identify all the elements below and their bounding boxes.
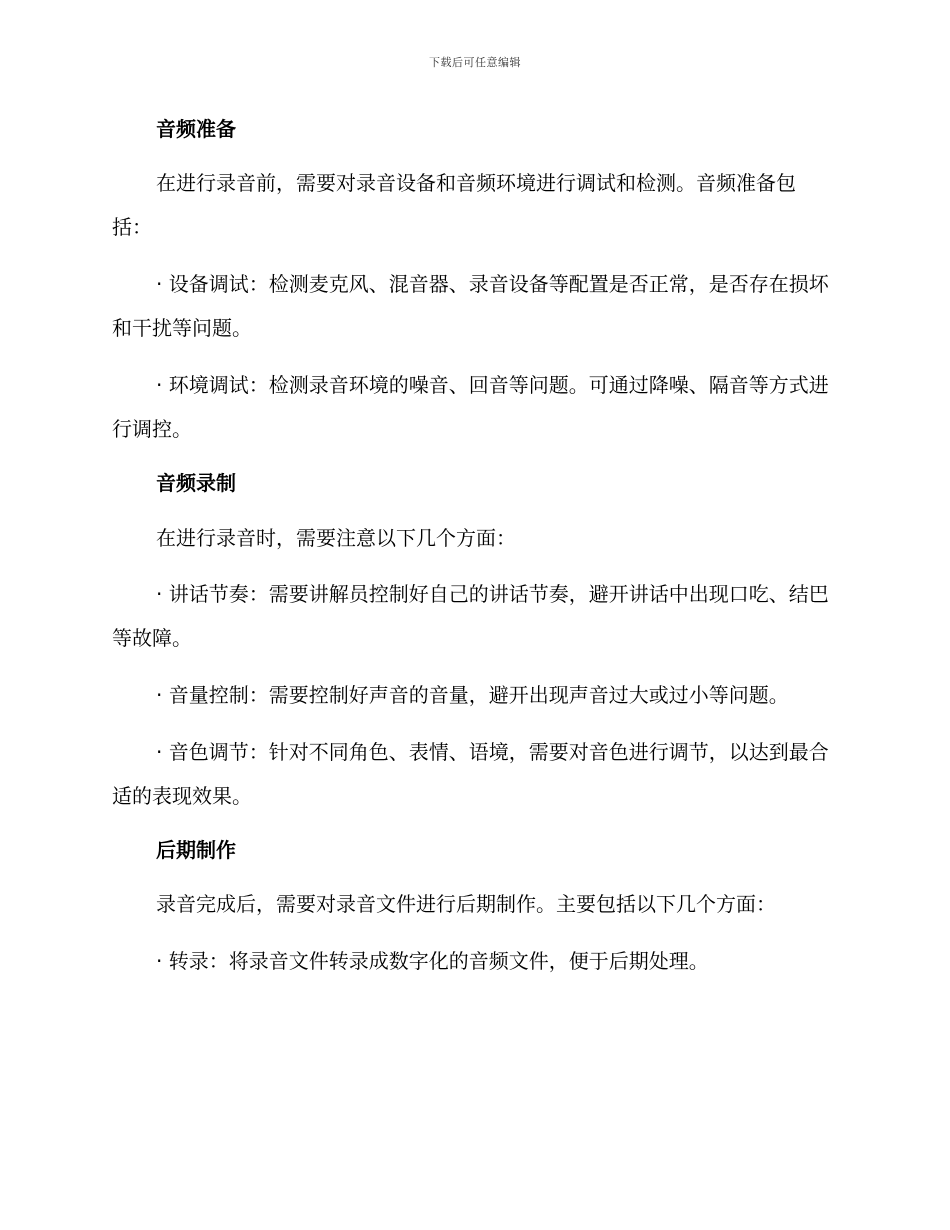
section-heading-audio-recording: 音频录制 — [156, 471, 236, 495]
document-body — [112, 110, 832, 983]
bullet-paragraph: · 音色调节：针对不同角色、表情、语境，需要对音色进行调节，以达到最合适的表现效果。 — [112, 740, 829, 808]
section-heading-audio-prep: 音频准备 — [156, 117, 236, 141]
bullet-paragraph: · 设备调试：检测麦克风、混音器、录音设备等配置是否正常，是否存在损坏和干扰等问题。 — [112, 272, 829, 340]
paragraph: 在进行录音时，需要注意以下几个方面： — [156, 526, 516, 550]
section-heading-post-production: 后期制作 — [156, 838, 236, 862]
paragraph: 录音完成后，需要对录音文件进行后期制作。主要包括以下几个方面： — [156, 892, 776, 916]
paragraph: 在进行录音前，需要对录音设备和音频环境进行调试和检测。音频准备包括： — [112, 171, 796, 239]
bullet-paragraph: · 环境调试：检测录音环境的噪音、回音等问题。可通过降噪、隔音等方式进行调控。 — [112, 373, 829, 441]
bullet-paragraph: · 转录：将录音文件转录成数字化的音频文件，便于后期处理。 — [156, 949, 709, 973]
bullet-paragraph: · 讲话节奏：需要讲解员控制好自己的讲话节奏，避开讲话中出现口吃、结巴等故障。 — [112, 582, 829, 650]
bullet-paragraph: · 音量控制：需要控制好声音的音量，避开出现声音过大或过小等问题。 — [156, 683, 789, 707]
header-note: 下载后可任意编辑 — [429, 56, 521, 69]
